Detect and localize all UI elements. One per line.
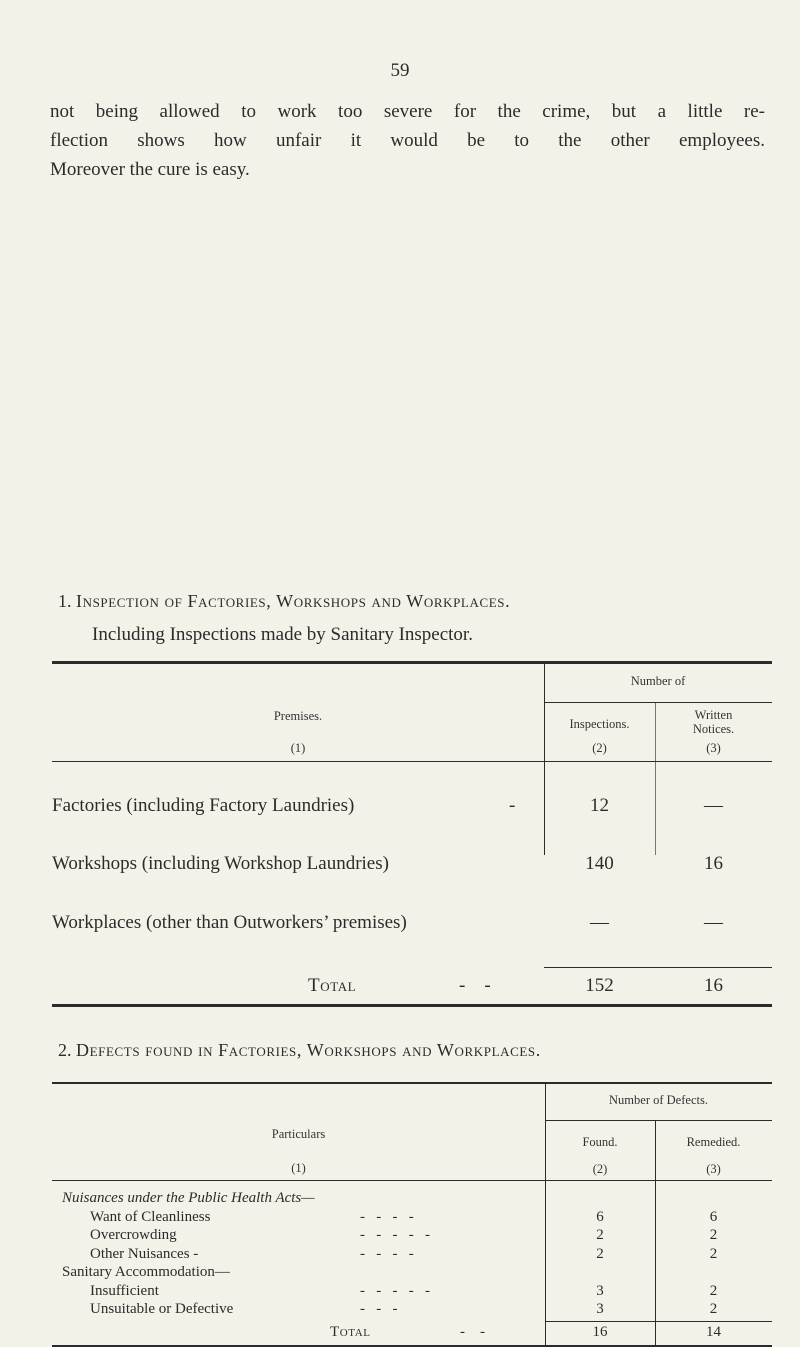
table1-row-notices: — [704,912,723,933]
section1-number: 1. [58,591,72,611]
table2-col2-num: (2) [592,1162,608,1176]
table1-row-inspections: 140 [585,853,614,874]
table1-total-notices: 16 [704,975,723,996]
table1-row-inspections: 12 [590,795,609,816]
table1-col3-num: (3) [706,741,721,755]
table2-row-label: Unsuitable or Defective [90,1301,234,1317]
intro-line-2: flection shows how unfair it would be to the other employees. [50,130,765,151]
section1-heading [58,591,510,612]
table1-col3-header-line2: Notices. [692,722,735,736]
table1-vline-1 [544,664,545,855]
table1-row-label: Workshops (including Workshop Laundries) [52,853,389,874]
table2-total-remedied: 14 [706,1323,721,1340]
table2-category-nuisances: Nuisances under the Public Health Acts— [62,1190,315,1206]
table1-col3-header-line1: Written [694,708,733,722]
table2-row-label: Insufficient [90,1282,159,1299]
table2-col2-header: Found. [582,1135,618,1149]
table2-row-remedied: 2 [709,1227,718,1243]
table2-row-dashes: - - - - - [360,1227,430,1243]
table2-bottom-rule [52,1345,772,1347]
table2-row-found: 2 [596,1245,604,1262]
table2-category-sanitary: Sanitary Accommodation— [62,1264,230,1280]
table1-total-rule [544,967,772,968]
table1-col2-num: (2) [592,741,607,755]
table1-total-dashes: - - [459,975,491,996]
table2-vline-1 [545,1084,546,1345]
table2-top-rule [52,1082,772,1084]
table1-col1-header: Premises. [273,709,323,723]
table1-col3-header [655,708,772,736]
table2-row-remedied: 2 [709,1245,718,1262]
table2-row-found: 6 [596,1208,604,1225]
table2-row-remedied: 2 [709,1301,718,1317]
table1-group-rule [544,702,772,703]
table1-top-rule [52,661,772,664]
table2-total-label: Total [330,1323,371,1340]
section2-heading [58,1040,541,1061]
table2-row-dashes: - - - [360,1301,398,1317]
section1-title: Inspection of Factories, Workshops and Workplaces. [76,591,511,611]
table2-row-found: 3 [596,1301,604,1317]
table1-col1-num: (1) [290,741,306,755]
table1-row-label: Workplaces (other than Outworkers’ premises) [52,912,407,933]
table2-col3-num: (3) [706,1162,721,1176]
intro-paragraph [50,97,765,184]
table1-row-dash: - [509,795,516,816]
table2-group-header: Number of Defects. [609,1093,708,1107]
table2-header-rule [52,1180,772,1181]
table2-row-dashes: - - - - - [360,1282,430,1299]
table1-group-header: Number of [630,674,686,688]
table2-vline-2 [655,1121,656,1345]
table2-col1-header: Particulars [271,1127,326,1141]
table1-row-inspections: — [590,912,609,933]
table1-header-rule [52,761,772,762]
table2-row-dashes: - - - - [360,1208,414,1225]
table1-row-notices: — [704,795,723,816]
table2-row-dashes: - - - - [360,1245,414,1262]
table2-row-found: 2 [596,1227,604,1243]
table2-row-label: Overcrowding [90,1227,177,1243]
table1-row-label: Factories (including Factory Laundries) [52,795,355,816]
section1-subtitle: Including Inspections made by Sanitary Inspector. [92,624,473,645]
table1-bottom-rule [52,1004,772,1007]
table2-row-label: Want of Cleanliness [90,1208,211,1225]
section2-title: Defects found in Factories, Workshops and Workplaces. [76,1040,541,1060]
table1-total-inspections: 152 [585,975,614,996]
table2-row-remedied: 6 [709,1208,718,1225]
table1-col2-header: Inspections. [569,717,630,731]
table2-row-remedied: 2 [709,1282,718,1299]
intro-line-3: Moreover the cure is easy. [50,159,250,180]
intro-line-1: not being allowed to work too severe for the crime, but a little re- [50,101,765,122]
table2-col3-header: Remedied. [686,1135,741,1149]
table2-group-rule [545,1120,772,1121]
section2-number: 2. [58,1040,72,1060]
table2-row-found: 3 [596,1282,604,1299]
table2-col1-num: (1) [291,1161,306,1175]
table2-total-dashes: - - [460,1323,485,1340]
page-number: 59 [390,60,410,81]
table2-row-label: Other Nuisances - [90,1245,199,1262]
table1-row-notices: 16 [704,853,723,874]
table2-total-found: 16 [592,1323,608,1340]
table1-total-label: Total [308,975,357,996]
